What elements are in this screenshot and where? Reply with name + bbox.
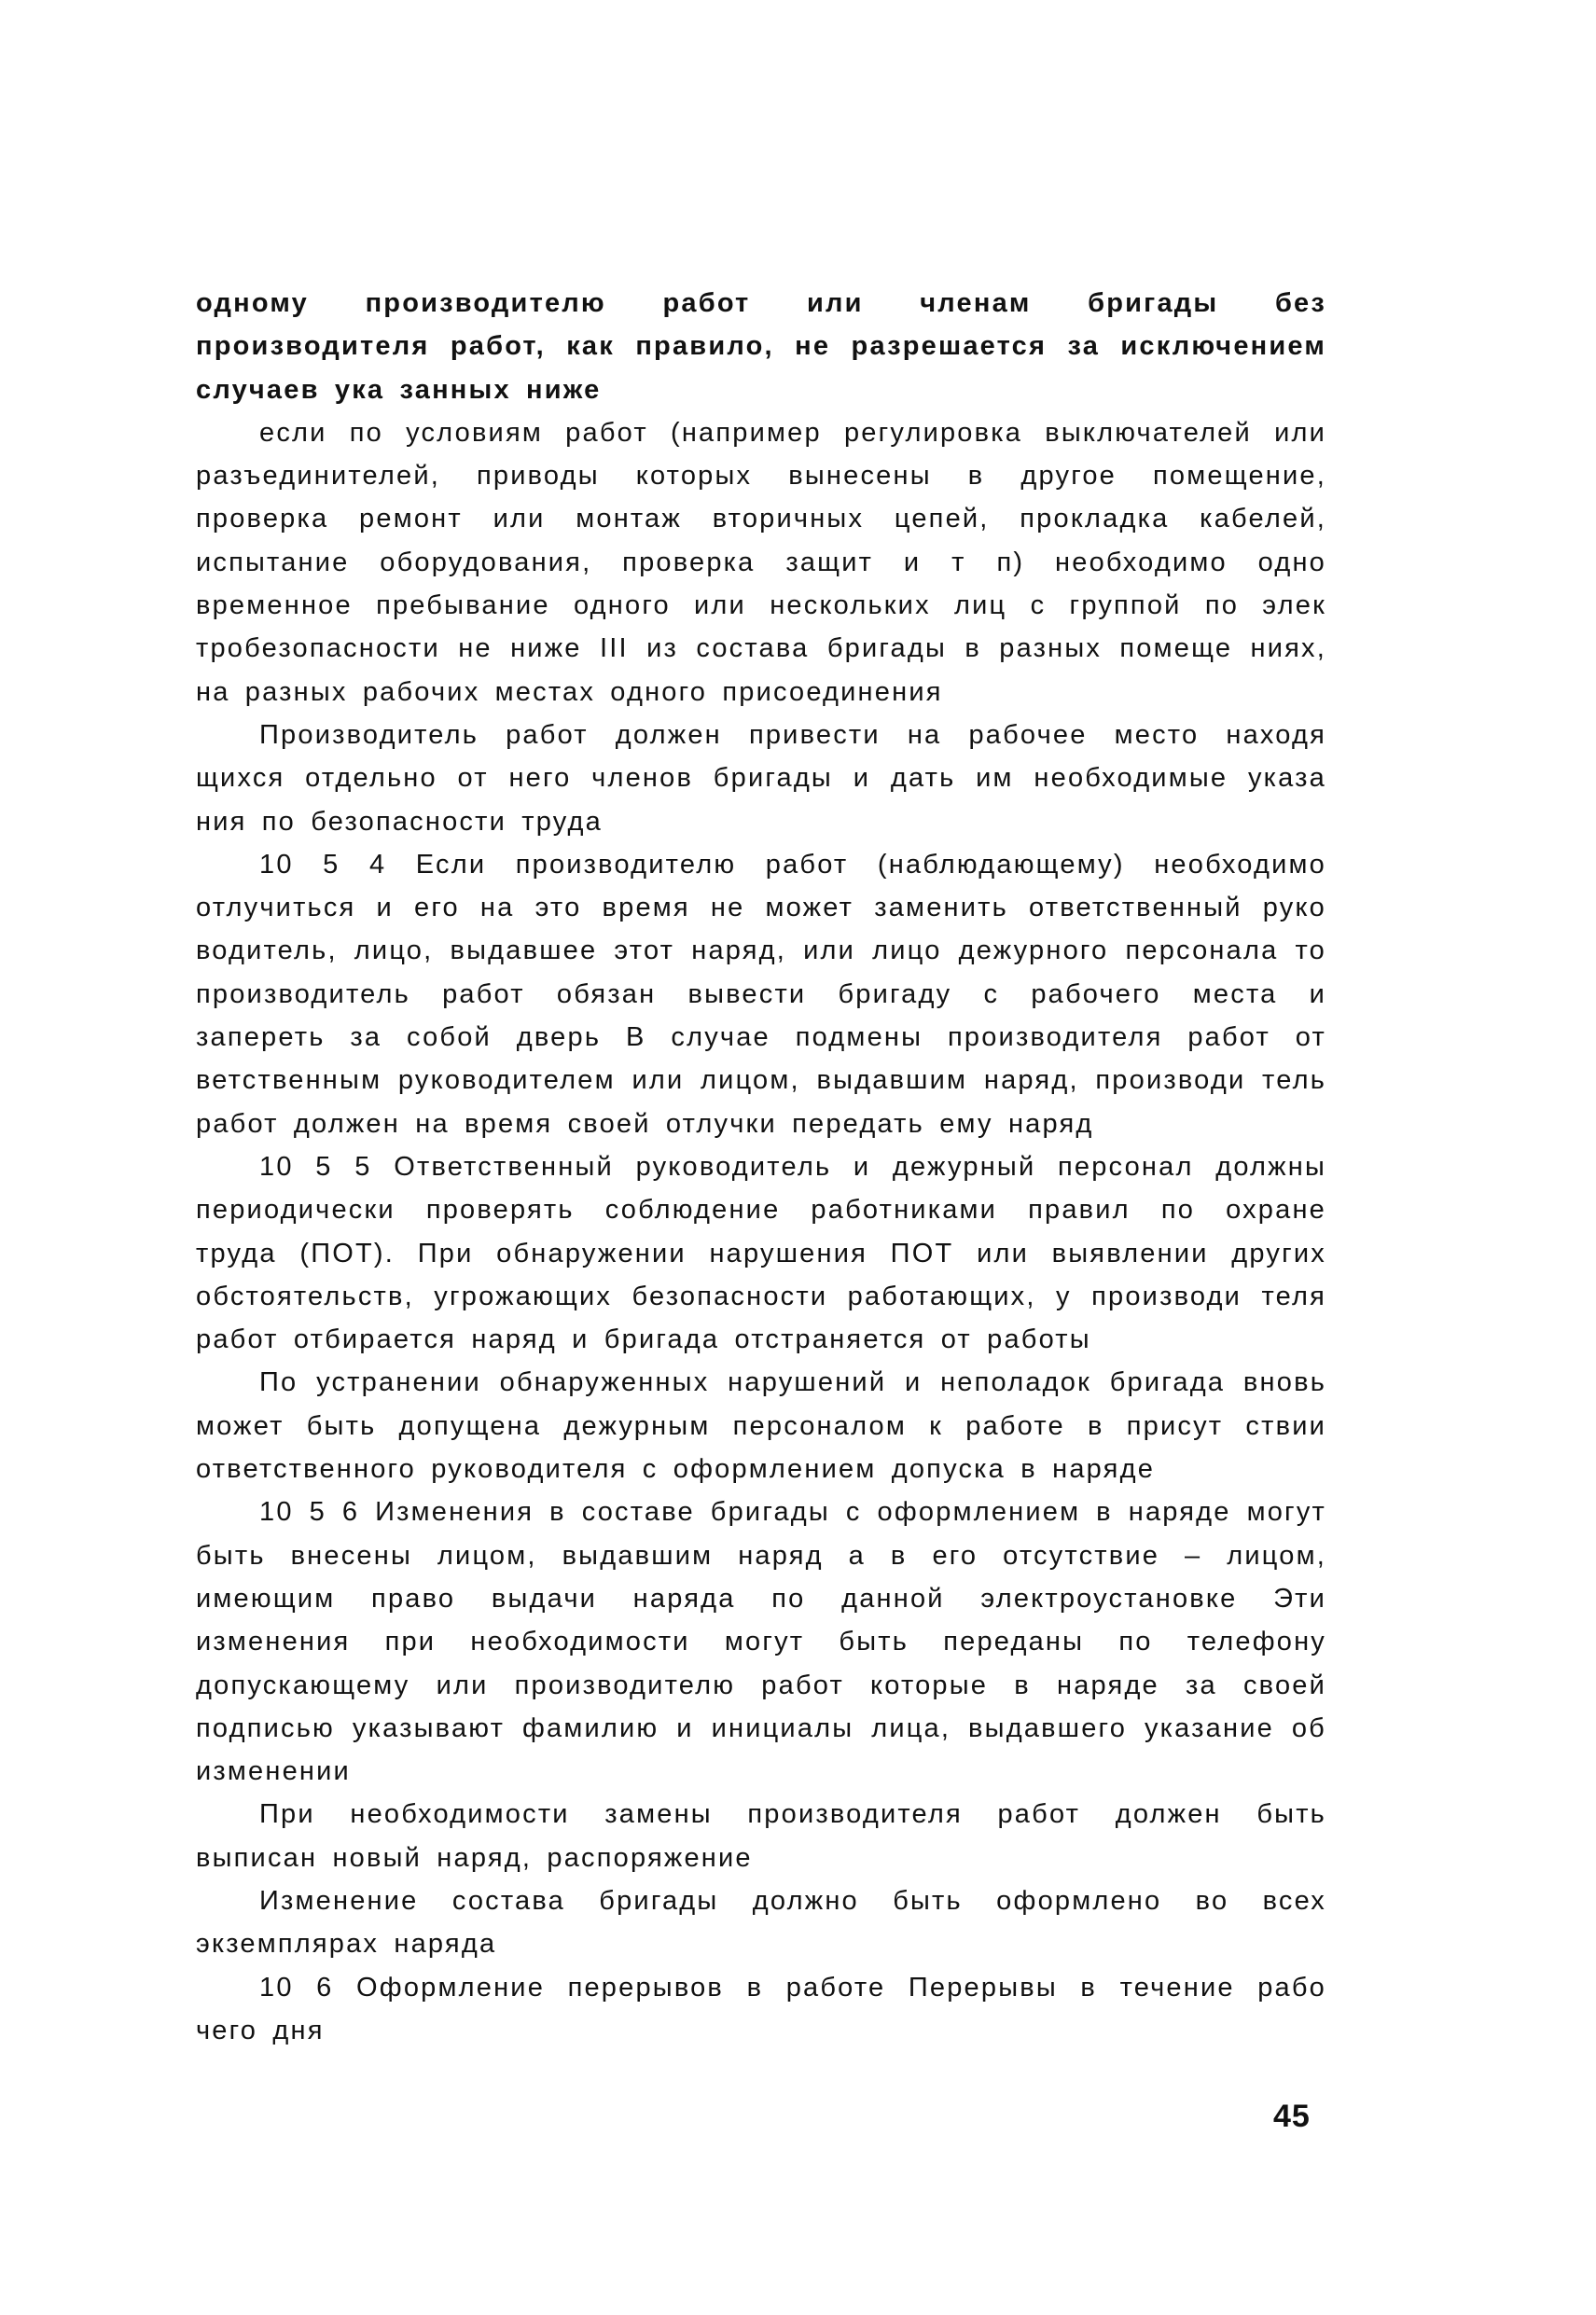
paragraph-violation-removal: По устранении обнаруженных нарушений и неполадок бригада вновь может быть допущена дежурным персоналом к работе в присут ствии ответственного руководителя с оформлением допуска в наряде: [196, 1367, 1326, 1485]
paragraph-10-5-4: 10 5 4 Если производителю работ (наблюдающему) необходимо отлучиться и его на это время не может заменить ответственный руко водитель, лицо, выдавшее этот наряд, или лицо дежурного персонала то производитель работ обязан вывести бригаду с рабочего места и запереть за собой дверь В случае подмены производителя работ от ветственным руководителем или лицом, выдавшим наряд, производи тель работ должен на время своей отлучки передать ему наряд: [196, 849, 1326, 1139]
page-number: 45: [1273, 2099, 1311, 2134]
paragraph-team-change: Изменение состава бригады должно быть оформлено во всех экземплярах наряда: [196, 1885, 1326, 1960]
paragraph-10-5-5: 10 5 5 Ответственный руководитель и дежурный персонал должны периодически проверять соблюдение работниками правил по охране труда (ПОТ). При обнаружении нарушения ПОТ или выявлении других обстоятельств, угрожающих безопасности работающих, у производи теля работ отбирается наряд и бригада отстраняется от работы: [196, 1151, 1326, 1355]
paragraph-10-5-6: 10 5 6 Изменения в составе бригады с оформлением в наряде могут быть внесены лицом, выдавшим наряд а в его отсутствие – лицом, имеющим право выдачи наряда по данной электроустановке Эти изменения при необходимости могут быть переданы по телефону допускающему или производителю работ которые в наряде за своей подписью указывают фамилию и инициалы лица, выдавшего указание об изменении: [196, 1497, 1326, 1787]
paragraph-producer-replacement: При необходимости замены производителя работ должен быть выписан новый наряд, распоряжение: [196, 1799, 1326, 1873]
paragraph-conditions: если по условиям работ (например регулировка выключателей или разъединителей, приводы которых вынесены в другое помещение, проверка ремонт или монтаж вторичных цепей, прокладка кабелей, испытание оборудования, проверка защит и т п) необходимо одно временное пребывание одного или нескольких лиц с группой по элек тробезопасности не ниже III из состава бригады в разных помеще ниях, на разных рабочих местах одного присоединения: [196, 417, 1326, 707]
paragraph-continuation: одному производителю работ или членам бригады без производителя работ, как правило, не разрешается за исключением случаев ука занных ниже: [196, 288, 1326, 405]
body-text: [196, 282, 1326, 2052]
paragraph-work-producer-duty: Производитель работ должен привести на рабочее место находя щихся отдельно от него членов бригады и дать им необходимые указа ния по безопасности труда: [196, 719, 1326, 837]
paragraph-10-6: 10 6 Оформление перерывов в работе Перерывы в течение рабо чего дня: [196, 1972, 1326, 2045]
